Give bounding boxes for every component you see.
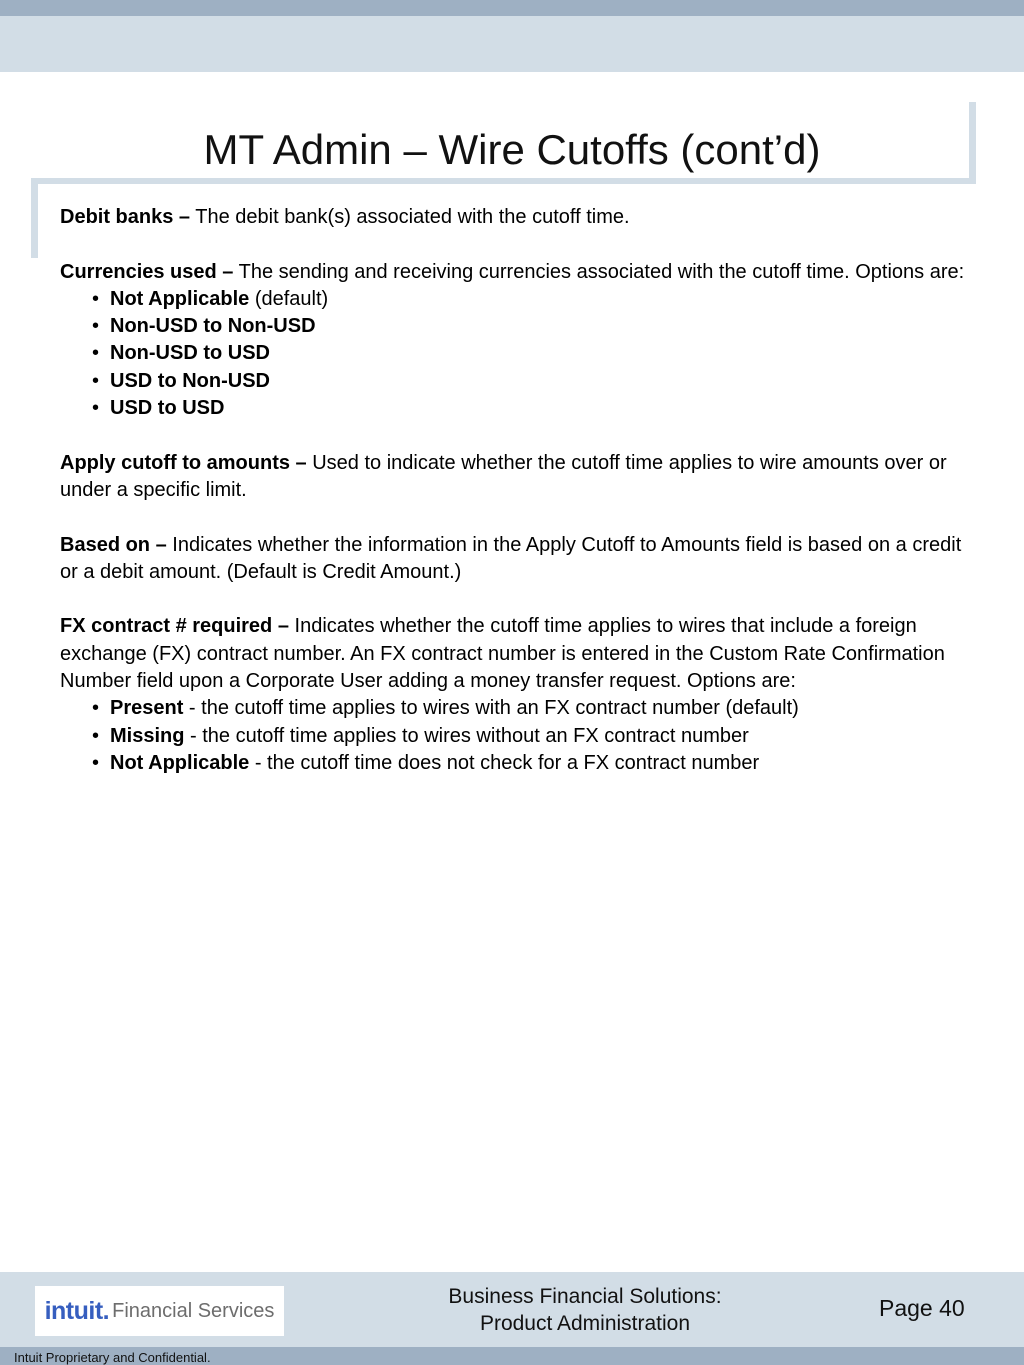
footer-line-2: Product Administration xyxy=(479,1312,691,1335)
list-item xyxy=(92,750,970,777)
logo-text: Financial Services xyxy=(112,1299,275,1322)
option-label: Non-USD to USD xyxy=(110,342,270,365)
bullet-icon: • xyxy=(92,751,100,774)
bullet-icon: • xyxy=(92,287,100,310)
slide-body xyxy=(60,204,970,777)
option-label: USD to USD xyxy=(110,397,225,420)
debit-banks-term: Debit banks – xyxy=(60,206,191,228)
option-description: - the cutoff time applies to wires without an FX contract number xyxy=(184,724,749,747)
currency-options-list xyxy=(60,286,970,422)
apply-cutoff-text: Used to indicate whether the cutoff time applies to wire amounts over or under a specific limit. xyxy=(60,451,947,501)
option-label: Not Applicable xyxy=(110,287,250,310)
option-description: - the cutoff time applies to wires with an FX contract number (default) xyxy=(183,697,799,720)
debit-banks-paragraph xyxy=(60,204,970,231)
title-frame-bottom-bar xyxy=(31,178,976,184)
confidentiality-notice: Intuit Proprietary and Confidential. xyxy=(14,1350,211,1365)
bullet-icon: • xyxy=(92,369,100,392)
logo-mark: intuit. xyxy=(44,1296,110,1325)
title-frame-left-bar xyxy=(31,178,38,258)
option-description: (default) xyxy=(249,287,329,310)
based-on-paragraph xyxy=(60,532,970,587)
bullet-icon: • xyxy=(92,315,100,338)
top-panel xyxy=(0,16,1024,72)
option-label: USD to Non-USD xyxy=(110,369,270,392)
fx-contract-paragraph xyxy=(60,613,970,695)
bullet-icon: • xyxy=(92,342,100,365)
apply-cutoff-paragraph xyxy=(60,450,970,505)
apply-cutoff-term: Apply cutoff to amounts – xyxy=(60,451,307,474)
option-label: Non-USD to Non-USD xyxy=(110,315,316,338)
bullet-icon: • xyxy=(92,724,100,747)
currencies-used-term: Currencies used – xyxy=(60,260,234,283)
fx-contract-term: FX contract # required – xyxy=(60,615,289,638)
bullet-icon: • xyxy=(92,697,100,720)
list-item xyxy=(92,286,970,313)
footer-title xyxy=(385,1283,785,1337)
currencies-used-text: The sending and receiving currencies associated with the cutoff time. Options are: xyxy=(233,260,965,283)
debit-banks-text: The debit bank(s) associated with the cutoff time. xyxy=(190,206,630,228)
list-item xyxy=(92,340,970,367)
based-on-text: Indicates whether the information in the Apply Cutoff to Amounts field is based on a credit or a debit amount. (Default is Credit Amount.) xyxy=(60,533,962,583)
top-band xyxy=(0,0,1024,16)
list-item xyxy=(92,395,970,422)
based-on-term: Based on – xyxy=(60,533,167,556)
option-label: Not Applicable xyxy=(110,751,250,774)
intuit-logo xyxy=(35,1286,284,1336)
list-item xyxy=(92,313,970,340)
page-number: Page 40 xyxy=(879,1295,965,1321)
currencies-used-paragraph xyxy=(60,259,970,286)
footer-line-1: Business Financial Solutions: xyxy=(448,1285,722,1308)
option-label: Present xyxy=(110,697,184,720)
slide-title: MT Admin – Wire Cutoffs (cont’d) xyxy=(203,126,821,173)
option-description: - the cutoff time does not check for a FX contract number xyxy=(249,751,760,774)
option-label: Missing xyxy=(110,724,185,747)
list-item xyxy=(92,723,970,750)
list-item xyxy=(92,368,970,395)
bullet-icon: • xyxy=(92,397,100,420)
fx-options-list xyxy=(60,695,970,777)
fx-contract-text: Indicates whether the cutoff time applies to wires that include a foreign exchange (FX) contract number. An FX contract number is entered in the Custom Rate Confirmation Number field upon a Corporate User adding a money transfer request. Options are: xyxy=(60,615,945,693)
list-item xyxy=(92,695,970,722)
